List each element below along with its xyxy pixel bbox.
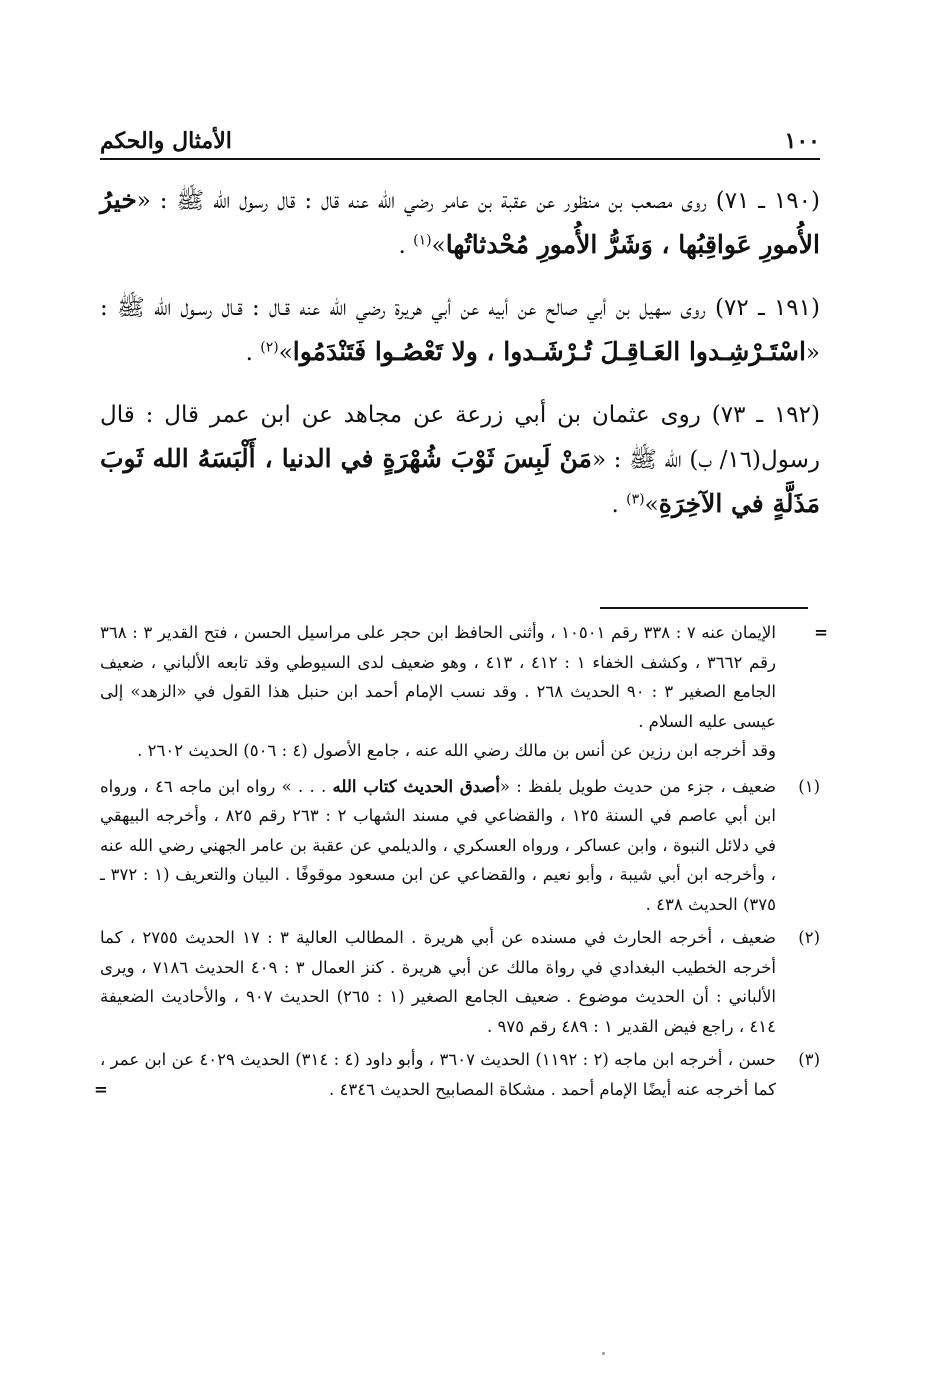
hadith-text: خيرُ الأُمورِ عَواقِبُها ، وَشَرُّ الأُمورِ مُحْدثاتُها	[100, 185, 820, 259]
continues-marker: =	[94, 1079, 108, 1099]
entry-192: (١٩٢ ـ ٧٣) روى عثمان بن أبي زرعة عن مجاهد عن ابن عمر قال : قال رسول(١٦/ ب) الله ﷺ : «مَنْ لَبِسَ ثَوْبَ شُهْرَةٍ في الدنيا ، أَلْبَسَهُ الله ثَوبَ مَذَلَّةٍ في الآخِرَةِ»$^{(٣)}$ .	[100, 402, 820, 518]
chapter-title: الأمثال والحكم	[100, 128, 232, 154]
running-header	[100, 118, 820, 154]
footnote-1: (١) ضعيف ، جزء من حديث طويل بلفظ : «أصدق الحديث كتاب الله . . . » رواه ابن ماجه ٤٦ ، ورواه ابن أبي عاصم في السنة ١٢٥ ، والقضاعي في مسند الشهاب ٢ : ٢٦٣ رقم ٨٢٥ ، وأخرجه البيهقي في دلائل النبوة ، وابن عساكر ، ورواه العسكري ، والديلمي عن عقبة بن عامر الجهني رضي الله عنه ، وأخرجه ابن أبي شيبة ، وأبو نعيم ، والقضاعي عن ابن مسعود موقوفًا . البيان والتعريف (١ : ٣٧٢ ـ ٣٧٥) الحديث ٤٣٨ .	[100, 772, 820, 920]
main-text	[100, 178, 820, 545]
footnote-number: (١)	[798, 776, 820, 796]
continuation-marker: =	[814, 623, 828, 642]
hadith-text: مَنْ لَبِسَ ثَوْبَ شُهْرَةٍ في الدنيا ، أَلْبَسَهُ الله ثَوبَ مَذَلَّةٍ في الآخِرَةِ	[100, 444, 820, 518]
entry-190: (١٩٠ ـ ٧١) روى مصعب بن منظور عن عقبة بن عامر رضي الله عنه قال : قال رسول الله ﷺ : «خيرُ الأُمورِ عَواقِبُها ، وَشَرُّ الأُمورِ مُحْدثاتُها»$^{(١)}$ .	[100, 185, 820, 259]
hadith-text: اسْتَـرْشِـدوا العَـاقِـلَ تُـرْشَـدوا ، ولا تَعْصُـوا فَتَنْدَمُوا	[292, 337, 806, 366]
entry-191: (١٩١ ـ ٧٢) روى سهيل بن أبي صالح عن أبيه عن أبي هريرة رضي الله عنه قـال : قـال رسـول الله ﷺ : «اسْتَـرْشِـدوا العَـاقِـلَ تُـرْشَـدوا ، ولا تَعْصُـوا فَتَنْدَمُوا»$^{(٢)}$ .	[100, 295, 820, 366]
continuation-text-2: وقد أخرجه ابن رزين عن أنس بن مالك رضي الله عنه ، جامع الأصول (٤ : ٥٠٦) الحديث ٢٦٠٢ .	[137, 741, 776, 760]
footnotes	[94, 618, 828, 1108]
footnote-rule	[600, 607, 808, 609]
header-rule	[100, 158, 820, 160]
footnote-2: (٢) ضعيف ، أخرجه الحارث في مسنده عن أبي هريرة . المطالب العالية ٣ : ١٧ الحديث ٢٧٥٥ ، كما أخرجه الخطيب البغدادي في رواة مالك عن أبي هريرة . كنز العمال ٣ : ٤٠٩ الحديث ٧١٨٦ ، ويرى الألباني : أن الحديث موضوع . ضعيف الجامع الصغير (١ : ٢٦٥) الحديث ٩٠٧ ، والأحاديث الضعيفة ٤١٤ ، راجع فيض القدير ١ : ٤٨٩ رقم ٩٧٥ .	[100, 923, 820, 1041]
continuation-text-1: الإيمان عنه ٧ : ٣٣٨ رقم ١٠٥٠١ ، وأثنى الحافظ ابن حجر على مراسيل الحسن ، فتح القدير ٣ : ٣٦٨ رقم ٣٦٦٢ ، وكشف الخفاء ١ : ٤١٢ ، ٤١٣ ، وهو ضعيف لدى السيوطي وقد تابعه الألباني ، ضعيف الجامع الصغير ٣ : ٩٠ الحديث ٢٦٨ . وقد نسب الإمام أحمد ابن حنبل هذا القول في «الزهد» إلى عيسى عليه السلام .	[100, 623, 776, 731]
footnote-ref[interactable]: (٣)	[626, 491, 645, 508]
footnote-3: (٣) حسن ، أخرجه ابن ماجه (٢ : ١١٩٢) الحديث ٣٦٠٧ ، وأبو داود (٤ : ٣١٤) الحديث ٤٠٢٩ عن ابن عمر ، كما أخرجه عنه أيضًا الإمام أحمد . مشكاة المصابيح الحديث ٤٣٤٦ . =	[100, 1045, 820, 1104]
footnote-continuation	[100, 618, 828, 766]
scan-speck	[602, 1352, 605, 1355]
footnote-number: (٣)	[798, 1050, 820, 1069]
footnote-ref[interactable]: (٢)	[260, 339, 279, 356]
footnote-number: (٢)	[798, 928, 820, 947]
page-number: ١٠٠	[784, 128, 820, 154]
footnote-ref[interactable]: (١)	[413, 232, 432, 249]
